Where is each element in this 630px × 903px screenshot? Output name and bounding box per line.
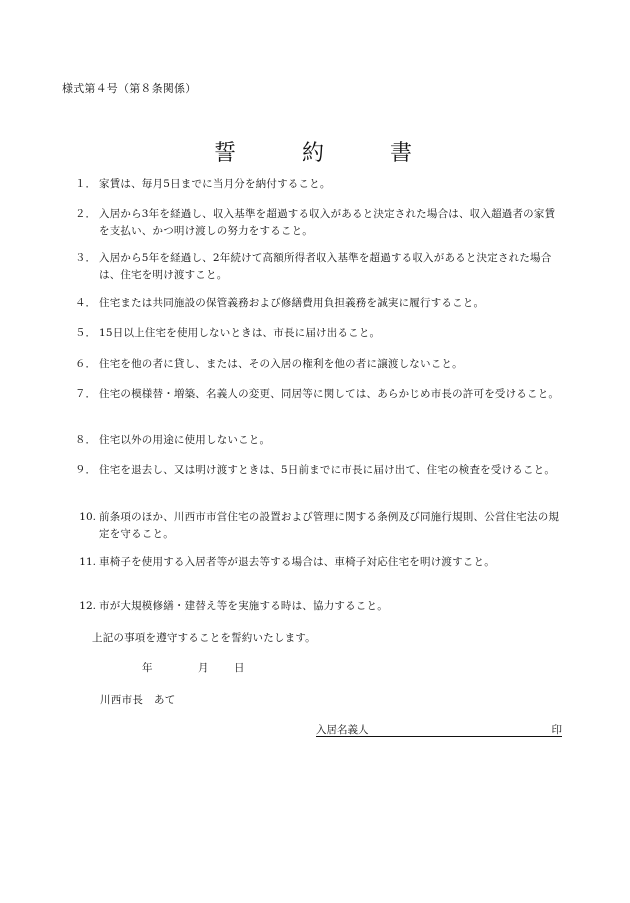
addressee: 川西市長 あて xyxy=(100,694,176,706)
item-text: 15日以上住宅を使用しないときは、市長に届け出ること。 xyxy=(99,327,381,339)
item-text: 住宅以外の用途に使用しないこと。 xyxy=(99,434,271,446)
item-text: 住宅を退去し、又は明け渡すときは、5日前までに市長に届け出て、住宅の検査を受けること。 xyxy=(99,464,556,476)
item-number: ９． xyxy=(75,464,96,476)
form-number: 様式第４号（第８条関係） xyxy=(62,82,197,95)
item-text: 前条項のほか、川西市市営住宅の設置および管理に関する条例及び同施行規則、公営住宅法の規定を守ること。 xyxy=(99,511,560,540)
item-text: 車椅子を使用する入居者等が退去等する場合は、車椅子対応住宅を明け渡すこと。 xyxy=(99,556,495,568)
seal-mark: 印 xyxy=(551,724,562,736)
document-title: 誓 約 書 xyxy=(213,141,434,166)
item-number: ６． xyxy=(75,358,96,370)
item-text: 住宅を他の者に貸し、または、その入居の権利を他の者に譲渡しないこと。 xyxy=(99,358,463,370)
item-text: 家賃は、毎月5日までに当月分を納付すること。 xyxy=(99,178,331,190)
item-number: １． xyxy=(75,178,96,190)
item-text: 市が大規模修繕・建替え等を実施する時は、協力すること。 xyxy=(99,600,388,612)
item-text: 入居から5年を経過し、2年続けて高額所得者収入基準を超過する収入があると決定された場合は、住宅を明け渡すこと。 xyxy=(99,252,552,281)
item-number: ４． xyxy=(75,297,96,309)
resident-signature-line xyxy=(316,722,562,737)
item-number: ７． xyxy=(75,388,96,400)
item-text: 入居から3年を経過し、収入基準を超過する収入があると決定された場合は、収入超過者の家賃を支払い、かつ明け渡しの努力をすること。 xyxy=(99,208,556,237)
date-year-label: 年 xyxy=(142,662,153,674)
item-number: ８． xyxy=(75,434,96,446)
item-text: 住宅の模様替・増築、名義人の変更、同居等に関しては、あらかじめ市長の許可を受けること。 xyxy=(99,388,560,400)
item-number: 11. xyxy=(79,556,96,568)
date-day-label: 日 xyxy=(234,662,245,674)
item-text: 住宅または共同施設の保管義務および修繕費用負担義務を誠実に履行すること。 xyxy=(99,297,485,309)
pledge-statement: 上記の事項を遵守することを誓約いたします。 xyxy=(92,632,316,644)
item-number: ２． xyxy=(75,208,96,220)
item-number: 12. xyxy=(79,600,96,612)
item-number: ３． xyxy=(75,252,96,264)
resident-name-label: 入居名義人 xyxy=(316,724,369,736)
item-number: ５． xyxy=(75,327,96,339)
date-month-label: 月 xyxy=(198,662,209,674)
item-number: 10. xyxy=(79,511,96,523)
